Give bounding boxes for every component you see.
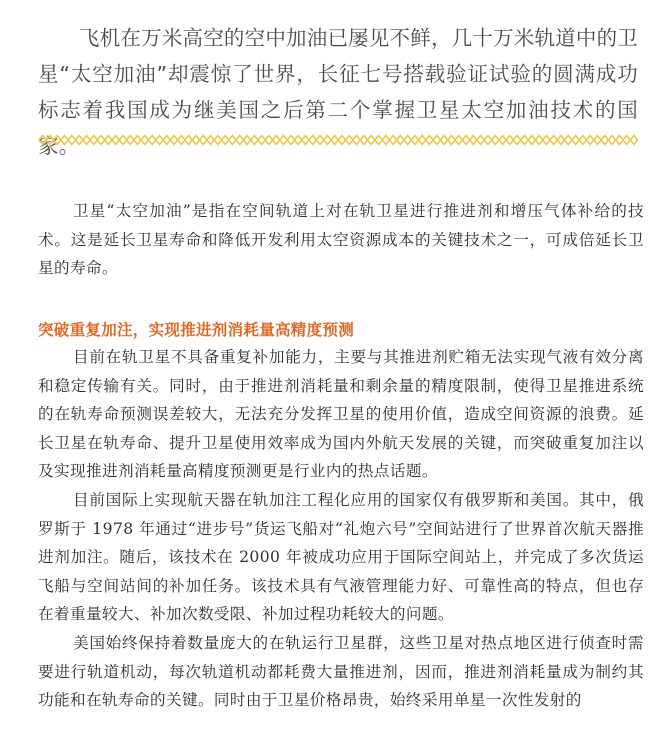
divider-diamond xyxy=(76,136,83,145)
divider-diamond xyxy=(112,136,119,145)
divider-diamond xyxy=(346,136,353,145)
divider-diamond xyxy=(565,136,572,145)
divider-diamond xyxy=(368,136,375,145)
divider-diamond xyxy=(61,136,68,145)
divider-diamond xyxy=(543,136,550,145)
divider-diamond xyxy=(236,136,243,145)
divider-diamond xyxy=(484,136,491,145)
body-paragraph-3: 美国始终保持着数量庞大的在轨运行卫星群，这些卫星对热点地区进行侦查时需要进行轨道机动，每次轨道机动都耗费大量推进剂，因而，推进剂消耗量成为制约其功能和在轨寿命的关键。同时由于卫星价格昂贵，始终采用单星一次性发射的 xyxy=(38,633,644,710)
divider-diamond xyxy=(616,136,623,145)
divider-diamond xyxy=(178,136,185,145)
divider-diamond xyxy=(470,136,477,145)
divider-diamond xyxy=(557,136,564,145)
decorative-divider xyxy=(38,133,640,147)
divider-diamond xyxy=(448,136,455,145)
divider-diamond xyxy=(200,136,207,145)
intro-paragraph: 卫星“太空加油”是指在空间轨道上对在轨卫星进行推进剂和增压气体补给的技术。这是延长卫星寿命和降低开发利用太空资源成本的关键技术之一，可成倍延长卫星的寿命。 xyxy=(38,202,644,278)
divider-diamond xyxy=(68,136,75,145)
divider-diamond xyxy=(251,136,258,145)
divider-diamond xyxy=(141,136,148,145)
divider-diamond xyxy=(309,136,316,145)
divider-diamond xyxy=(324,136,331,145)
divider-diamond xyxy=(207,136,214,145)
divider-diamond xyxy=(265,136,272,145)
divider-diamond xyxy=(46,136,53,145)
divider-diamond xyxy=(528,136,535,145)
body-paragraph-1: 目前在轨卫星不具备重复补加能力，主要与其推进剂贮箱无法实现气液有效分离和稳定传输有关。同时，由于推进剂消耗量和剩余量的精度限制，使得卫星推进系统的在轨寿命预测误差较大，无法充分发挥卫星的使用价值，造成空间资源的浪费。延长卫星在轨寿命、提升卫星使用效率成为国内外航天发展的关键，而突破重复加注以及实现推进剂消耗量高精度预测更是行业内的热点话题。 xyxy=(38,348,644,481)
divider-diamond xyxy=(397,136,404,145)
section-title: 突破重复加注，实现推进剂消耗量高精度预测 xyxy=(38,321,355,339)
divider-diamond xyxy=(499,136,506,145)
divider-diamond xyxy=(54,136,61,145)
divider-diamond xyxy=(382,136,389,145)
divider-diamond xyxy=(579,136,586,145)
divider-diamond xyxy=(587,136,594,145)
divider-diamond xyxy=(419,136,426,145)
divider-diamond xyxy=(214,136,221,145)
divider-diamond xyxy=(426,136,433,145)
divider-diamond xyxy=(280,136,287,145)
divider-diamond xyxy=(273,136,280,145)
divider-diamond xyxy=(550,136,557,145)
article-body xyxy=(38,343,644,715)
divider-diamond xyxy=(97,136,104,145)
divider-diamond xyxy=(411,136,418,145)
divider-diamond xyxy=(105,136,112,145)
divider-diamond xyxy=(163,136,170,145)
divider-diamond xyxy=(608,136,615,145)
divider-diamond xyxy=(338,136,345,145)
divider-diamond xyxy=(521,136,528,145)
divider-diamond xyxy=(170,136,177,145)
divider-diamond xyxy=(389,136,396,145)
divider-diamond xyxy=(258,136,265,145)
divider-diamond xyxy=(331,136,338,145)
divider-diamond xyxy=(462,136,469,145)
divider-diamond xyxy=(535,136,542,145)
divider-diamond xyxy=(455,136,462,145)
divider-diamond xyxy=(243,136,250,145)
divider-diamond xyxy=(134,136,141,145)
divider-diamond xyxy=(506,136,513,145)
divider-diamond xyxy=(594,136,601,145)
divider-diamond xyxy=(185,136,192,145)
divider-diamond xyxy=(441,136,448,145)
divider-diamond xyxy=(295,136,302,145)
divider-diamond xyxy=(492,136,499,145)
divider-diamond xyxy=(192,136,199,145)
divider-diamond xyxy=(316,136,323,145)
lead-paragraph: 飞机在万米高空的空中加油已屡见不鲜，几十万米轨道中的卫星“太空加油”却震惊了世界，长征七号搭载验证试验的圆满成功标志着我国成为继美国之后第二个掌握卫星太空加油技术的国家。 xyxy=(38,26,638,158)
divider-diamond xyxy=(572,136,579,145)
divider-diamond xyxy=(156,136,163,145)
divider-diamond xyxy=(149,136,156,145)
divider-diamond xyxy=(39,136,46,145)
divider-diamond xyxy=(90,136,97,145)
divider-diamond xyxy=(623,136,630,145)
divider-diamond xyxy=(601,136,608,145)
divider-diamond xyxy=(630,136,637,145)
divider-diamond xyxy=(222,136,229,145)
divider-diamond xyxy=(119,136,126,145)
divider-diamond xyxy=(375,136,382,145)
body-paragraph-2: 目前国际上实现航天器在轨加注工程化应用的国家仅有俄罗斯和美国。其中，俄罗斯于 1978 年通过“进步号”货运飞船对“礼炮六号”空间站进行了世界首次航天器推进剂加注。随后，该技术在 2000 年被成功应用于国际空间站上，并完成了多次货运飞船与空间站间的补加任务。该技术具有气液管理能力好、可靠性高的特点，但也存在着重量较大、补加次数受限、补加过程功耗较大的问题。 xyxy=(38,490,644,624)
divider-diamond xyxy=(404,136,411,145)
divider-diamond xyxy=(127,136,134,145)
divider-diamond xyxy=(353,136,360,145)
divider-diamond xyxy=(360,136,367,145)
divider-diamond xyxy=(302,136,309,145)
divider-diamond xyxy=(229,136,236,145)
divider-diamond xyxy=(514,136,521,145)
divider-diamond xyxy=(287,136,294,145)
divider-diamond xyxy=(433,136,440,145)
divider-diamond xyxy=(83,136,90,145)
divider-diamond xyxy=(477,136,484,145)
